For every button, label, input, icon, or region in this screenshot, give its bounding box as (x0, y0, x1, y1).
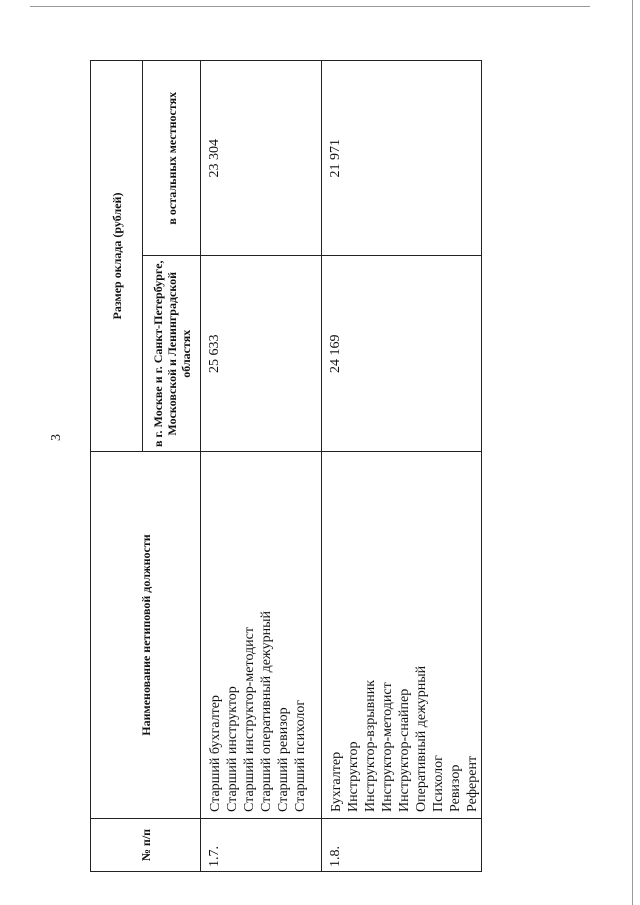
position-list (201, 452, 322, 819)
position-item: Оперативный дежурный (414, 665, 429, 812)
scan-edge-top (30, 6, 590, 7)
position-item: Инструктор (346, 741, 361, 812)
header-other: в остальных местностях (143, 61, 201, 257)
position-item: Старший оперативный дежурный (259, 611, 274, 812)
position-item: Инструктор-методист (380, 682, 395, 812)
header-position: Наименование нетиповой должности (91, 452, 201, 819)
position-item: Инструктор-взрывник (363, 679, 378, 812)
position-item: Референт (465, 755, 480, 812)
position-item: Психолог (431, 755, 446, 812)
position-item: Старший ревизор (276, 707, 291, 812)
salary-table-rotated (90, 60, 510, 872)
row-number: 1.8. (322, 819, 482, 872)
header-moscow: в г. Москве и г. Санкт-Петербурге, Московской и Ленинградской областях (143, 256, 201, 452)
position-item: Старший психолог (293, 699, 308, 812)
position-item: Инструктор-снайпер (397, 688, 412, 812)
position-list (322, 452, 482, 819)
other-salary: 23 304 (201, 61, 322, 257)
scan-edge-right (632, 0, 633, 905)
other-salary: 21 971 (322, 61, 482, 257)
salary-table (90, 60, 482, 872)
header-salary-group: Размер оклада (рублей) (91, 61, 143, 452)
position-item: Ревизор (448, 764, 463, 812)
position-item: Старший инструктор-методист (242, 627, 257, 812)
position-item: Бухгалтер (329, 751, 344, 812)
header-number: № п/п (91, 819, 201, 872)
position-item: Старший инструктор (225, 686, 240, 812)
table-row (322, 61, 482, 872)
table-row (201, 61, 322, 872)
row-number: 1.7. (201, 819, 322, 872)
moscow-salary: 24 169 (322, 256, 482, 452)
moscow-salary: 25 633 (201, 256, 322, 452)
position-item: Старший бухгалтер (208, 695, 223, 812)
page-number: 3 (49, 434, 64, 441)
